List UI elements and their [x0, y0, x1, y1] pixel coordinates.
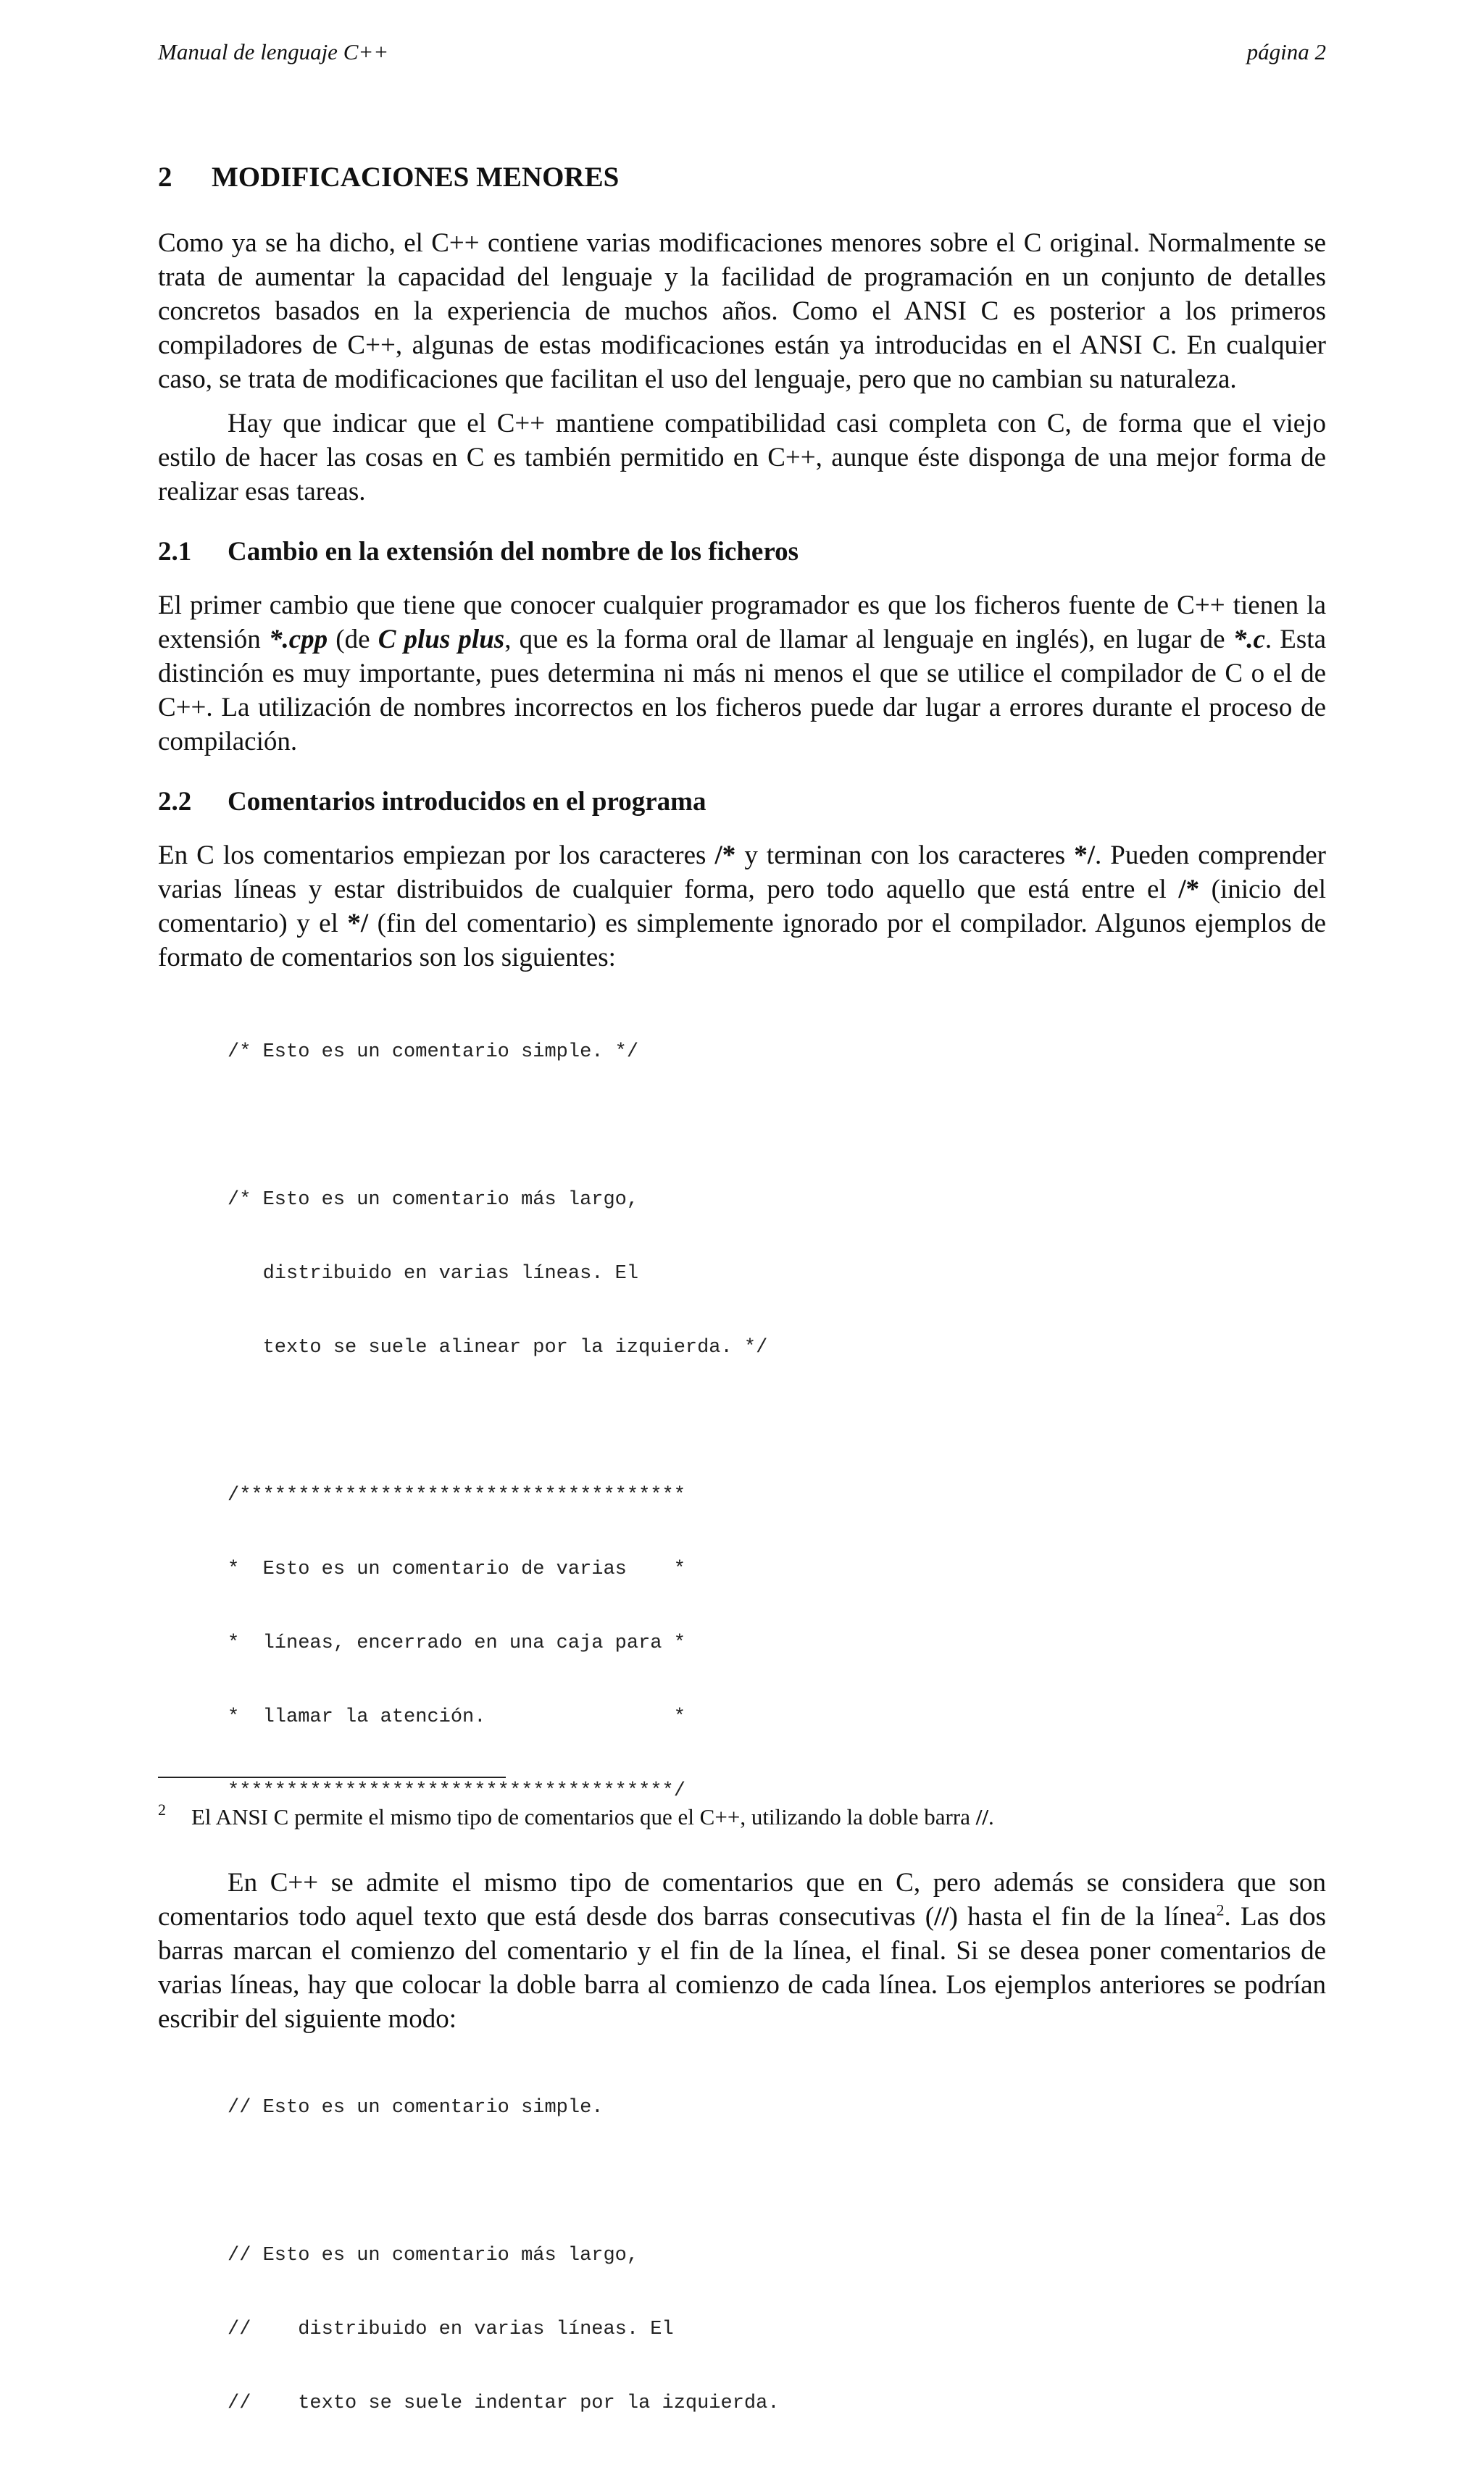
intro-paragraph-2: Hay que indicar que el C++ mantiene compatibilidad casi completa con C, de forma que el viejo estilo de hacer las cosas en C es también permitido en C++, aunque éste disponga de una mejor forma de realizar esas tareas.	[158, 409, 1326, 506]
code-line: // Esto es un comentario más largo,	[228, 2245, 639, 2266]
comments-paragraph-1	[158, 838, 1326, 975]
text-run: .	[988, 1804, 994, 1830]
code-line: /**************************************	[228, 1485, 685, 1506]
subsection-heading-2-1	[158, 535, 1326, 570]
comment-close-token: */	[347, 909, 369, 938]
code-line: texto se suele alinear por la izquierda. */	[228, 1337, 768, 1359]
page-content	[158, 152, 1326, 2478]
subsection-number: 2.1	[158, 537, 192, 567]
code-line: * llamar la atención. *	[228, 1706, 685, 1728]
text-run: En C++ se admite el mismo tipo de comentarios que en C, pero además se considera que son comentarios todo aquel texto que está desde dos barras consecutivas (	[158, 1868, 1326, 1932]
text-run: En C los comentarios empiezan por los caracteres	[158, 840, 715, 870]
subsection-heading-2-2	[158, 785, 1326, 819]
section-title: MODIFICACIONES MENORES	[212, 162, 620, 193]
comment-open-token: /*	[714, 840, 736, 870]
subsection-title: Cambio en la extensión del nombre de los ficheros	[228, 537, 799, 567]
code-line: * Esto es un comentario de varias *	[228, 1559, 685, 1580]
double-slash-token: //	[975, 1804, 988, 1830]
footnote-number: 2	[158, 1801, 166, 1819]
code-line: * líneas, encerrado en una caja para *	[228, 1632, 685, 1654]
text-run: (inicio del comentario) y el	[158, 875, 1326, 938]
ext-c: *.c	[1233, 625, 1265, 654]
section-heading	[158, 159, 1326, 196]
code-line: /* Esto es un comentario más largo,	[228, 1189, 639, 1211]
text-run: (fin del comentario) es simplemente ignorado por el compilador. Algunos ejemplos de formato de comentarios son los siguientes:	[158, 909, 1326, 972]
comment-close-token: */	[1074, 840, 1095, 870]
c-plus-plus: C plus plus	[378, 625, 505, 654]
double-slash-token: //	[934, 1902, 949, 1932]
text-run: El ANSI C permite el mismo tipo de comentarios que el C++, utilizando la doble barra	[191, 1804, 976, 1830]
code-line	[228, 2169, 1326, 2194]
comments-paragraph-2	[158, 1866, 1326, 2036]
text-run: El primer cambio que tiene que conocer cualquier programador es que los ficheros fuente de C++ tienen la extensión	[158, 591, 1326, 654]
code-line	[228, 1409, 1326, 1434]
code-line: // texto se suele indentar por la izquierda.	[228, 2393, 780, 2414]
text-run: , que es la forma oral de llamar al lenguaje en inglés), en lugar de	[504, 625, 1233, 654]
extension-paragraph	[158, 588, 1326, 759]
code-line: // Esto es un comentario simple.	[228, 2097, 604, 2119]
header-page-number: página 2	[1246, 39, 1326, 64]
text-run: y terminan con los caracteres	[735, 840, 1075, 870]
subsection-title: Comentarios introducidos en el programa	[228, 787, 706, 817]
text-run: . Las dos barras marcan el comienzo del comentario y el fin de la línea, el final. Si se desea poner comentarios de varias líneas, hay que colocar la doble barra al comienzo de cada línea. Los ejemplos anteriores se podrían escribir del siguiente modo:	[158, 1902, 1326, 2034]
code-line: distribuido en varias líneas. El	[228, 1263, 639, 1285]
code-example-c-comments	[228, 990, 1326, 1853]
text-run: . Esta distinción es muy importante, pues determina ni más ni menos el que se utilice el compilador de C o el de C++. La utilización de nombres incorrectos en los ficheros puede dar lugar a errores durante el proceso de compilación.	[158, 625, 1326, 756]
text-run: ) hasta el fin de la línea	[949, 1902, 1217, 1932]
ext-cpp: *.cpp	[268, 625, 328, 654]
code-line: **************************************/	[228, 1780, 685, 1802]
subsection-number: 2.2	[158, 787, 192, 817]
footnote-divider	[158, 1777, 506, 1778]
comment-open-token: /*	[1178, 875, 1200, 904]
footnote-text	[191, 1803, 994, 1832]
footnote-reference[interactable]: 2	[1216, 1901, 1225, 1919]
page-header	[158, 38, 1326, 67]
code-line: /* Esto es un comentario simple. */	[228, 1041, 639, 1063]
text-run: (de	[328, 625, 378, 654]
code-example-cpp-comments	[228, 2046, 1326, 2465]
intro-paragraph-1: Como ya se ha dicho, el C++ contiene varias modificaciones menores sobre el C original. Normalmente se trata de aumentar la capacidad del lenguaje y la facilidad de programación en un conjunto de detalles concretos basados en la experiencia de muchos años. Como el ANSI C es posterior a los primeros compiladores de C++, algunas de estas modificaciones están ya introducidas en el ANSI C. En cualquier caso, se trata de modificaciones que facilitan el uso del lenguaje, pero que no cambian su naturaleza.	[158, 228, 1326, 394]
footnote	[158, 1803, 1326, 1832]
header-title: Manual de lenguaje C++	[158, 39, 389, 64]
section-number: 2	[158, 162, 172, 193]
text-run: . Pueden comprender varias líneas y estar distribuidos de cualquier forma, pero todo aquello que está entre el	[158, 840, 1326, 904]
code-line	[228, 1114, 1326, 1138]
code-line: // distribuido en varias líneas. El	[228, 2319, 674, 2340]
